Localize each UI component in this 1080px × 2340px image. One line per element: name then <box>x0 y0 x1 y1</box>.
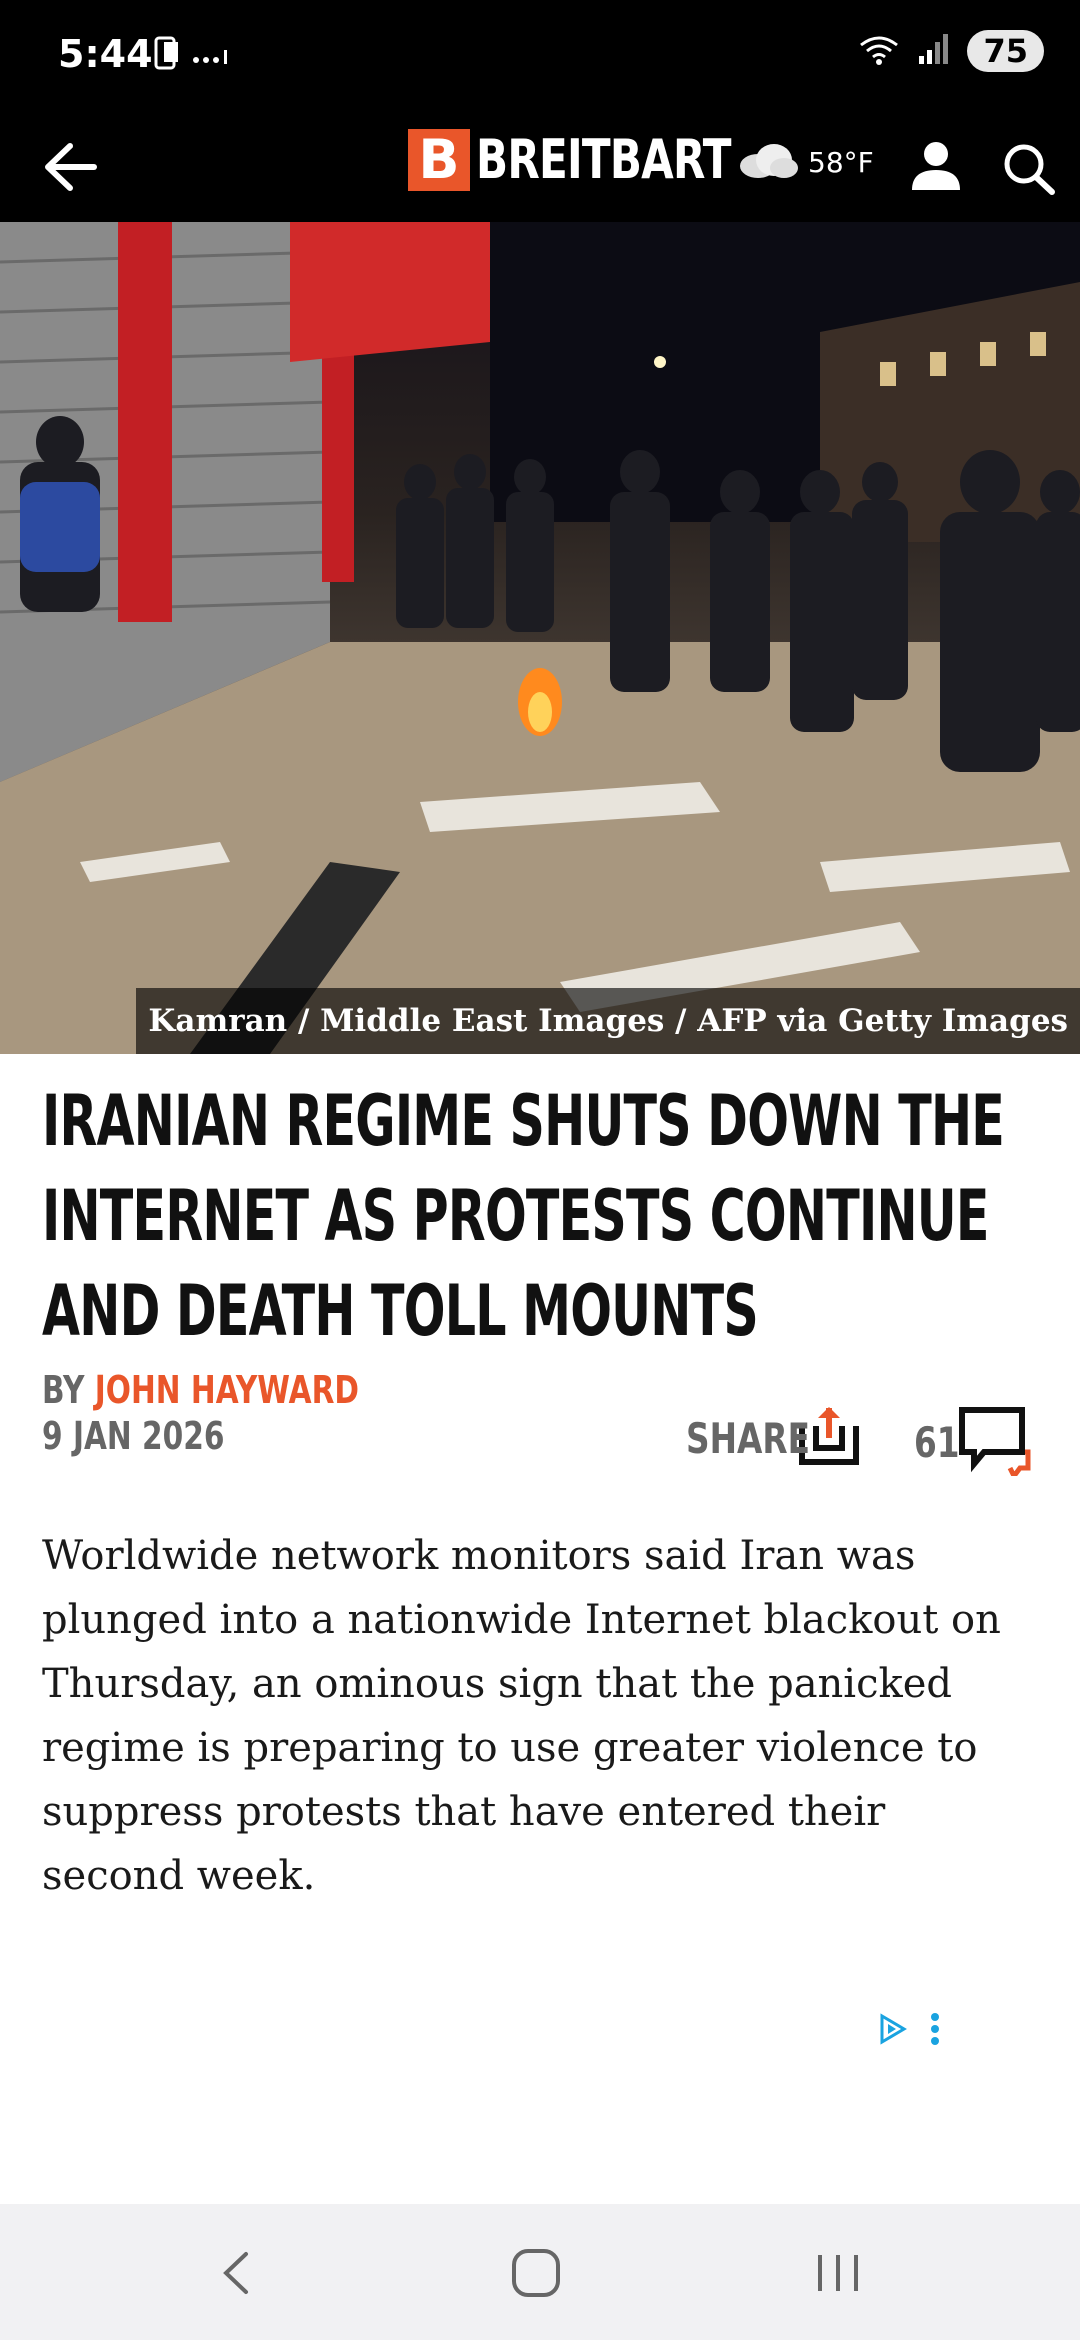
system-navigation-bar <box>0 2204 1080 2340</box>
cloud-icon <box>736 140 800 185</box>
adchoices-icon[interactable] <box>876 2012 910 2051</box>
back-arrow-icon <box>40 187 100 204</box>
article-headline: IRANIAN REGIME SHUTS DOWN THE INTERNET AS PROTESTS CONTINUE AND DEATH TOLL MOUNTS <box>42 1080 1005 1352</box>
byline-prefix: BY <box>42 1368 85 1412</box>
hero-photo-illustration <box>0 222 1080 1054</box>
publish-date: 9 JAN 2026 <box>42 1414 225 1458</box>
photo-credit: Kamran / Middle East Images / AFP via Getty Images <box>136 988 1080 1054</box>
hero-image[interactable] <box>0 222 1080 1054</box>
nav-home-button[interactable] <box>496 2238 576 2308</box>
status-time: 5:44 <box>58 32 153 76</box>
more-vertical-icon[interactable] <box>928 2012 942 2051</box>
weather-temperature: 58°F <box>808 146 874 179</box>
comments-button[interactable] <box>914 1404 1034 1481</box>
comment-count: 61 <box>914 1418 960 1467</box>
back-button[interactable] <box>40 134 110 200</box>
author-link[interactable]: JOHN HAYWARD <box>94 1368 360 1412</box>
byline <box>42 1368 359 1412</box>
status-bar <box>0 0 1080 112</box>
search-icon <box>998 187 1062 204</box>
ad-controls <box>876 2012 942 2051</box>
search-button[interactable] <box>998 134 1062 200</box>
share-button[interactable] <box>686 1404 862 1473</box>
logo-text: BREITBART <box>476 128 731 191</box>
nav-recents-icon <box>798 2295 878 2312</box>
logo-letter: B <box>408 129 470 191</box>
ad-slot[interactable] <box>0 1970 1080 2202</box>
weather-widget[interactable] <box>736 140 874 185</box>
user-account-button[interactable] <box>906 134 966 200</box>
share-label: SHARE <box>686 1414 810 1463</box>
nav-home-icon <box>496 2295 576 2312</box>
nav-back-button[interactable] <box>196 2238 276 2308</box>
article-body: Worldwide network monitors said Iran was plunged into a nationwide Internet blackout on Thursday, an ominous sign that the panicked regime is preparing to use greater violence to suppress protests that have entered their second week. <box>42 1533 1001 1899</box>
app-header <box>0 112 1080 222</box>
user-icon <box>906 187 966 204</box>
nav-recents-button[interactable] <box>798 2238 878 2308</box>
signal-icon <box>917 32 951 71</box>
phone-notification-icon <box>150 36 230 75</box>
comment-icon <box>958 1404 1034 1481</box>
wifi-icon <box>857 31 901 72</box>
nav-back-icon <box>196 2295 276 2312</box>
battery-indicator: 75 <box>967 30 1044 72</box>
